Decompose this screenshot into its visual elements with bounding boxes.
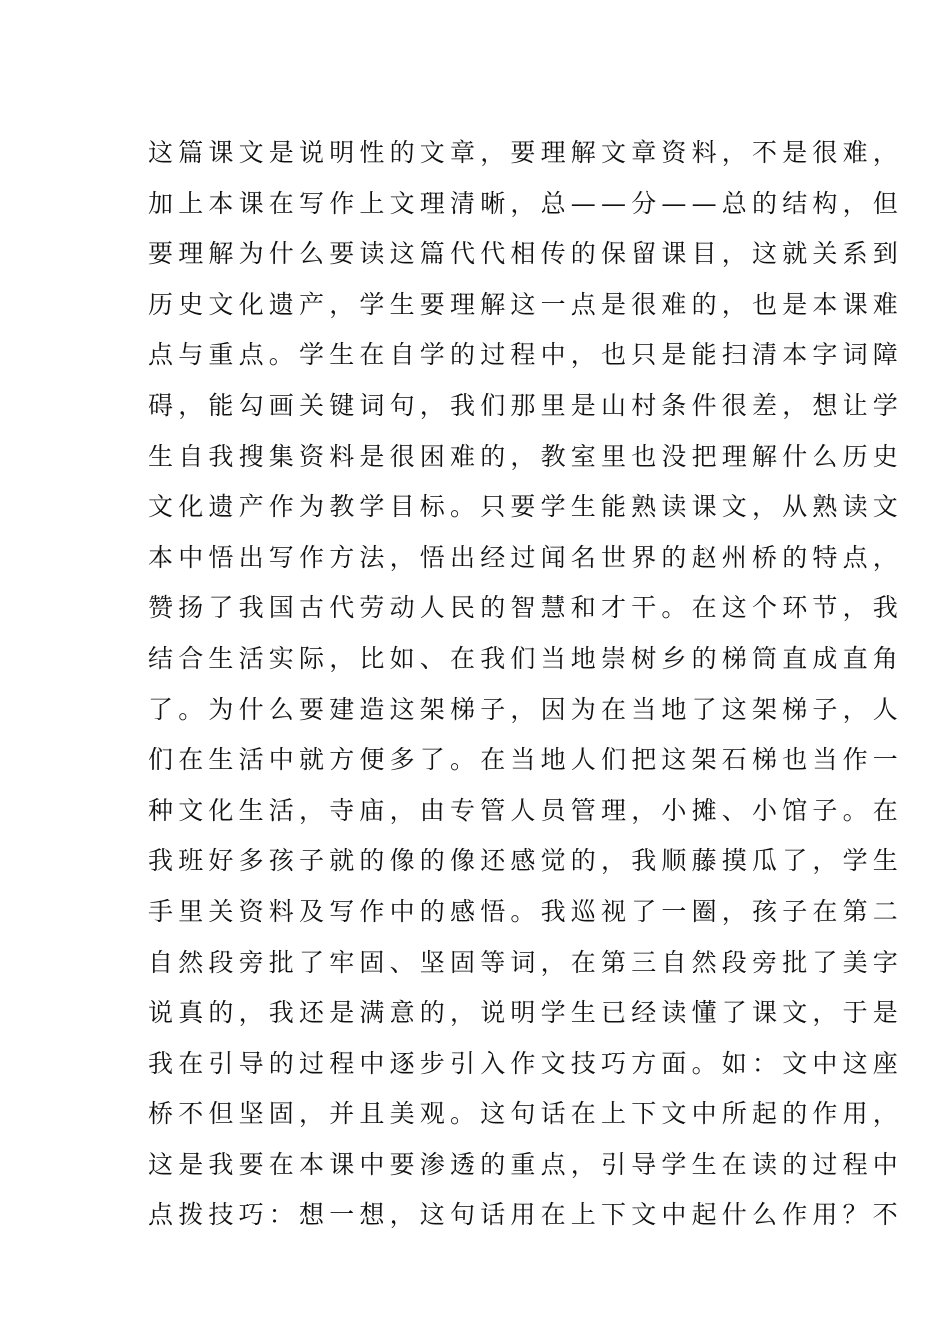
text-line: 们在生活中就方便多了。在当地人们把这架石梯也当作一 bbox=[148, 745, 904, 775]
text-line: 说真的，我还是满意的，说明学生已经读懂了课文，于是 bbox=[148, 998, 904, 1028]
text-line: 点拨技巧：想一想，这句话用在上下文中起什么作用？不 bbox=[148, 1200, 904, 1230]
text-line: 手里关资料及写作中的感悟。我巡视了一圈，孩子在第二 bbox=[148, 896, 904, 926]
text-line: 本中悟出写作方法，悟出经过闻名世界的赵州桥的特点， bbox=[148, 542, 904, 572]
text-line: 我班好多孩子就的像的像还感觉的，我顺藤摸瓜了，学生 bbox=[148, 846, 904, 876]
text-line: 点与重点。学生在自学的过程中，也只是能扫清本字词障 bbox=[148, 340, 904, 370]
text-line: 历史文化遗产，学生要理解这一点是很难的，也是本课难 bbox=[148, 289, 904, 319]
text-line: 这是我要在本课中要渗透的重点，引导学生在读的过程中 bbox=[148, 1149, 904, 1179]
text-line: 要理解为什么要读这篇代代相传的保留课目，这就关系到 bbox=[148, 239, 904, 269]
text-line: 种文化生活，寺庙，由专管人员管理，小摊、小馆子。在 bbox=[148, 795, 904, 825]
text-line: 桥不但坚固，并且美观。这句话在上下文中所起的作用， bbox=[148, 1099, 904, 1129]
text-line: 生自我搜集资料是很困难的，教室里也没把理解什么历史 bbox=[148, 441, 904, 471]
text-line: 加上本课在写作上文理清晰，总——分——总的结构，但 bbox=[148, 188, 904, 218]
text-line: 我在引导的过程中逐步引入作文技巧方面。如：文中这座 bbox=[148, 1048, 904, 1078]
text-line: 自然段旁批了牢固、坚固等词，在第三自然段旁批了美字 bbox=[148, 947, 904, 977]
text-line: 结合生活实际，比如、在我们当地崇树乡的梯筒直成直角 bbox=[148, 643, 904, 673]
text-line: 文化遗产作为教学目标。只要学生能熟读课文，从熟读文 bbox=[148, 492, 904, 522]
body-paragraph bbox=[148, 128, 904, 1241]
text-line: 这篇课文是说明性的文章，要理解文章资料，不是很难， bbox=[148, 138, 904, 167]
text-line: 碍，能勾画关键词句，我们那里是山村条件很差，想让学 bbox=[148, 390, 904, 420]
text-line: 赞扬了我国古代劳动人民的智慧和才干。在这个环节，我 bbox=[148, 593, 904, 623]
text-line: 了。为什么要建造这架梯子，因为在当地了这架梯子，人 bbox=[148, 694, 904, 724]
